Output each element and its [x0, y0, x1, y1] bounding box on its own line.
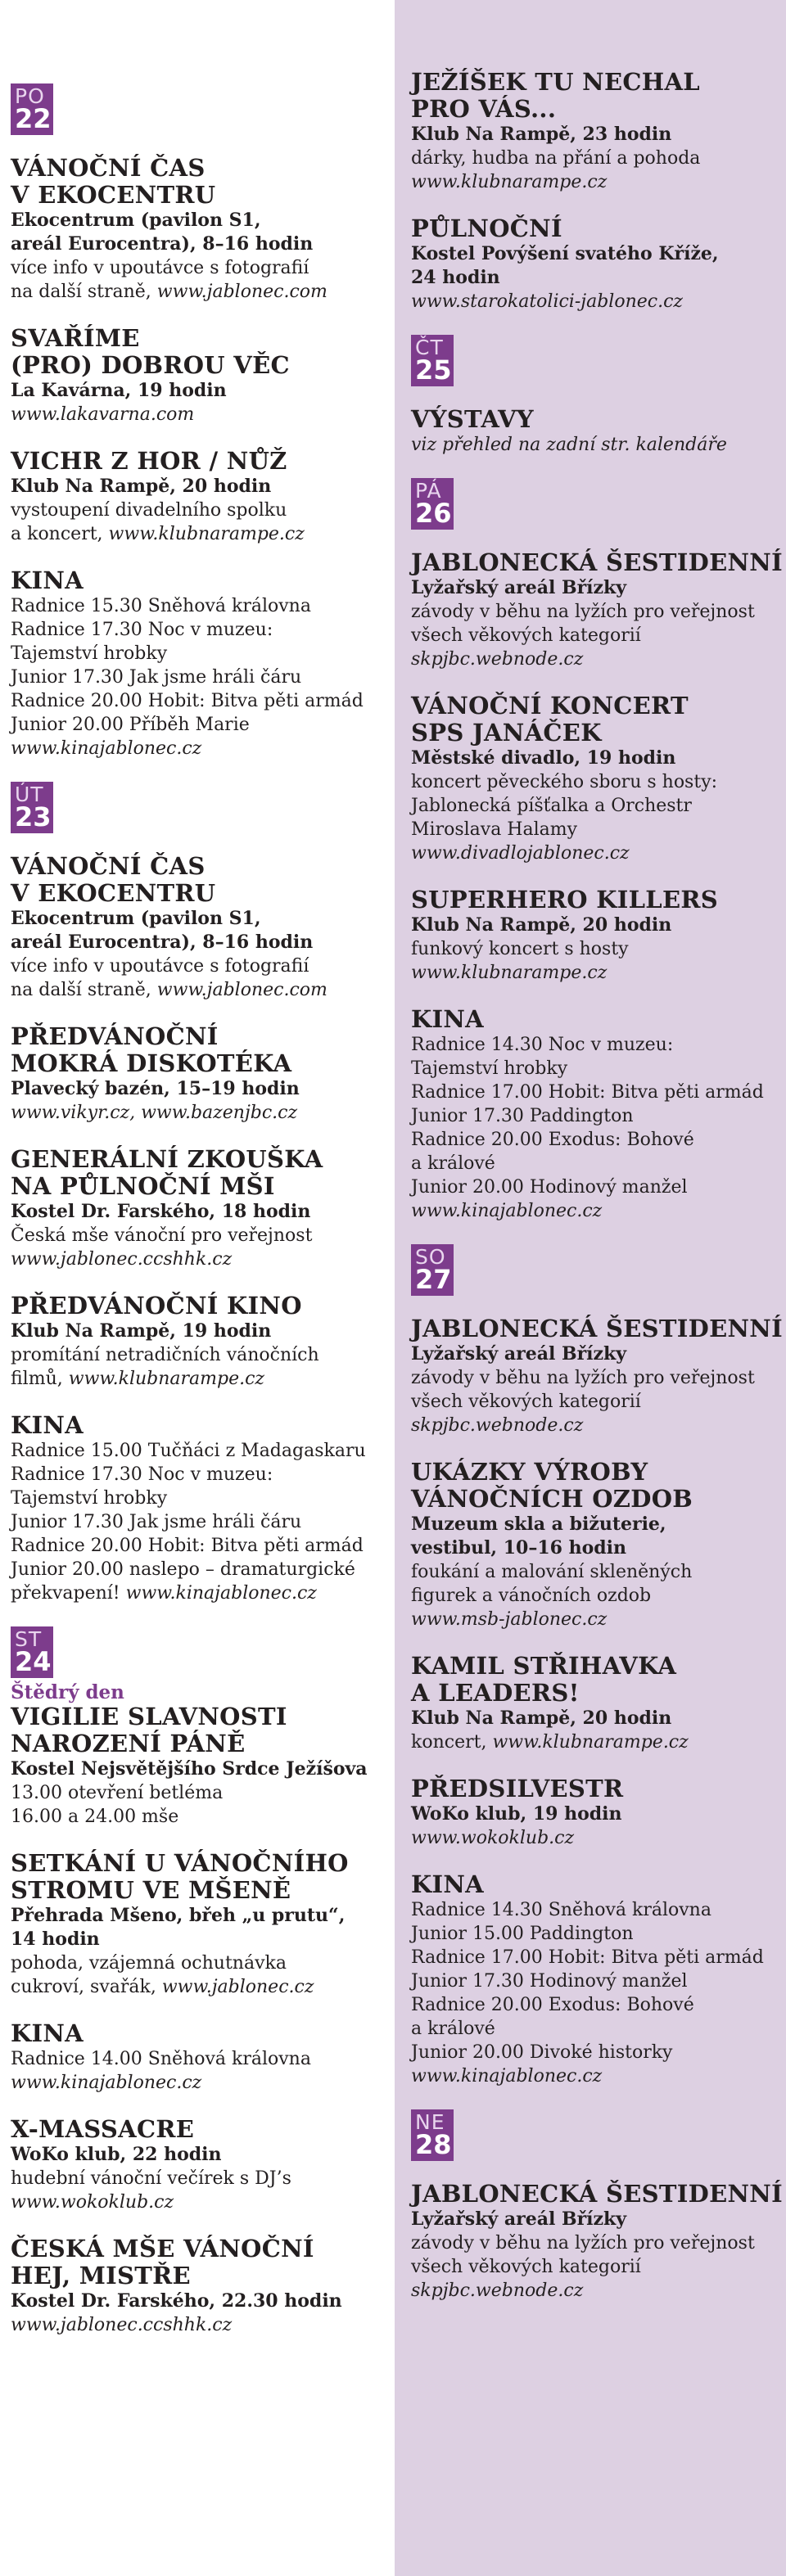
event-description: funkový koncert s hosty — [411, 939, 629, 959]
event-description: více info v upoutávce s fotografií — [11, 258, 309, 278]
event-note: viz přehled na zadní str. kalendáře — [411, 435, 727, 455]
screening: Radnice 20.00 Hobit: Bitva pěti armád — [11, 1536, 364, 1556]
event-venue: Lyžařský areál Břízky — [411, 577, 627, 598]
event-sestidenni — [411, 1315, 783, 1437]
event-link[interactable]: www.kinajablonec.cz — [411, 2066, 603, 2087]
screening: překvapení! www.kinajablonec.cz — [11, 1583, 317, 1604]
event-title: KAMIL STŘIHAVKA A LEADERS! — [411, 1652, 677, 1707]
event-link[interactable]: www.klubnarampe.cz — [108, 524, 305, 544]
screening: Radnice 15.30 Sněhová královna — [11, 596, 311, 616]
event-pulnocni — [411, 215, 783, 314]
day-badge-22 — [11, 83, 53, 135]
event-description: na další straně, www.jablonec.com — [11, 282, 328, 302]
day-badge-25 — [411, 335, 454, 386]
event-link[interactable]: www.jablonec.com — [156, 980, 328, 1000]
event-venue: Klub Na Rampě, 23 hodin — [411, 124, 672, 145]
event-link[interactable]: www.klubnarampe.cz — [411, 172, 608, 192]
screening: Radnice 17.00 Hobit: Bitva pěti armád — [411, 1082, 764, 1103]
day-number: 28 — [415, 2129, 452, 2160]
event-title: KINA — [11, 1411, 84, 1439]
event-description: koncert, www.klubnarampe.cz — [411, 1732, 689, 1753]
screening: Junior 17.30 Jak jsme hráli čáru — [11, 1512, 302, 1532]
event-link[interactable]: www.msb-jablonec.cz — [411, 1609, 608, 1630]
event-kina-26 — [411, 1006, 783, 1223]
day-number: 22 — [15, 103, 52, 134]
event-link[interactable]: skpjbc.webnode.cz — [411, 2281, 584, 2301]
right-column — [395, 0, 786, 2576]
event-link[interactable]: www.jablonec.cz — [161, 1977, 314, 1997]
event-sestidenni — [411, 549, 783, 671]
event-title: PŘEDSILVESTR — [411, 1775, 624, 1802]
day-abbr: PÁ — [415, 479, 442, 503]
event-link[interactable]: www.wokoklub.cz — [11, 2192, 174, 2213]
event-title: SETKÁNÍ U VÁNOČNÍHO STROMU VE MŠENĚ — [11, 1849, 349, 1904]
event-venue: Plavecký bazén, 15–19 hodin — [11, 1078, 300, 1099]
event-title: KINA — [411, 1870, 484, 1898]
screening: Radnice 17.00 Hobit: Bitva pěti armád — [411, 1947, 764, 1968]
event-description: Jablonecká píšťalka a Orchestr — [411, 796, 692, 816]
event-title: PŘEDVÁNOČNÍ MOKRÁ DISKOTÉKA — [11, 1022, 292, 1077]
event-title: VÁNOČNÍ ČAS V EKOCENTRU — [11, 154, 216, 209]
event-venue: Kostel Dr. Farského, 22.30 hodin — [11, 2290, 342, 2312]
screening: Radnice 14.30 Noc v muzeu: — [411, 1035, 674, 1055]
screening: Junior 17.30 Paddington — [411, 1106, 634, 1126]
event-title: JEŽÍŠEK TU NECHAL PRO VÁS... — [411, 68, 700, 123]
event-description: všech věkových kategorií — [411, 2257, 641, 2277]
event-ekocentrum — [11, 853, 390, 1002]
day-badge-24 — [11, 1626, 53, 1678]
event-link[interactable]: www.jablonec.com — [156, 282, 328, 302]
event-venue: areál Eurocentra), 8–16 hodin — [11, 932, 314, 953]
event-predvanocni-kino — [11, 1293, 390, 1391]
event-description: všech věkových kategorií — [411, 625, 641, 646]
event-link[interactable]: www.kinajablonec.cz — [125, 1583, 317, 1604]
event-vanocni-koncert — [411, 692, 783, 865]
event-venue: Ekocentrum (pavilon S1, — [11, 210, 261, 231]
event-link[interactable]: www.klubnarampe.cz — [492, 1732, 689, 1753]
event-link[interactable]: www.lakavarna.com — [11, 404, 195, 425]
event-generalni-zkouska — [11, 1146, 390, 1271]
screening: a králové — [411, 1153, 495, 1174]
event-svarime — [11, 325, 390, 426]
event-title: VÁNOČNÍ ČAS V EKOCENTRU — [11, 852, 216, 907]
event-kina-27 — [411, 1871, 783, 2088]
event-link[interactable]: www.wokoklub.cz — [411, 1828, 575, 1848]
screening: Tajemství hrobky — [411, 1058, 568, 1079]
event-venue: 14 hodin — [11, 1929, 100, 1950]
event-venue: Klub Na Rampě, 20 hodin — [411, 1708, 672, 1729]
day-number: 27 — [415, 1264, 452, 1295]
event-title: GENERÁLNÍ ZKOUŠKA NA PŮLNOČNÍ MŠI — [11, 1145, 323, 1200]
event-setkani-msene — [11, 1850, 390, 1999]
event-venue: Lyžařský areál Břízky — [411, 2208, 627, 2230]
event-venue: WoKo klub, 19 hodin — [411, 1803, 622, 1825]
event-link[interactable]: www.klubnarampe.cz — [411, 963, 608, 983]
event-description: závody v běhu na lyžích pro veřejnost — [411, 2233, 755, 2253]
event-description: více info v upoutávce s fotografií — [11, 956, 309, 977]
day-abbr: ČT — [415, 336, 444, 359]
event-description: závody v běhu na lyžích pro veřejnost — [411, 1368, 755, 1388]
event-description: filmů, www.klubnarampe.cz — [11, 1369, 265, 1389]
event-venue: Klub Na Rampě, 20 hodin — [11, 476, 272, 497]
event-title: ČESKÁ MŠE VÁNOČNÍ HEJ, MISTŘE — [11, 2235, 314, 2290]
event-venue: WoKo klub, 22 hodin — [11, 2144, 222, 2165]
event-title: JABLONECKÁ ŠESTIDENNÍ — [411, 2180, 783, 2208]
event-title: KINA — [411, 1005, 484, 1033]
event-title: KINA — [11, 566, 84, 594]
event-link[interactable]: www.kinajablonec.cz — [11, 738, 202, 759]
event-venue: Kostel Povýšení svatého Kříže, — [411, 243, 719, 264]
event-description: 16.00 a 24.00 mše — [11, 1807, 179, 1827]
event-kina-22 — [11, 567, 390, 760]
event-venue: Muzeum skla a bižuterie, — [411, 1514, 666, 1535]
day-badge-26 — [411, 478, 454, 530]
event-vigilie — [11, 1681, 390, 1829]
day-badge-28 — [411, 2109, 454, 2161]
day-number: 26 — [415, 498, 452, 529]
day-abbr: SO — [415, 1245, 446, 1269]
event-venue: Lyžařský areál Břízky — [411, 1343, 627, 1365]
event-description: cukroví, svařák, www.jablonec.cz — [11, 1977, 314, 1997]
event-title: VÝSTAVY — [411, 405, 534, 433]
event-venue: La Kavárna, 19 hodin — [11, 380, 227, 401]
event-title: UKÁZKY VÝROBY VÁNOČNÍCH OZDOB — [411, 1458, 693, 1513]
screening: Radnice 17.30 Noc v muzeu: — [11, 1464, 273, 1485]
event-venue: Přehrada Mšeno, břeh „u prutu“, — [11, 1905, 346, 1926]
event-description: pohoda, vzájemná ochutnávka — [11, 1953, 287, 1974]
day-badge-23 — [11, 782, 53, 833]
screening: Radnice 20.00 Exodus: Bohové — [411, 1130, 694, 1150]
day-number: 23 — [15, 801, 52, 832]
event-title: SUPERHERO KILLERS — [411, 886, 719, 914]
event-title: VIGILIE SLAVNOSTI NAROZENÍ PÁNĚ — [11, 1703, 287, 1757]
event-vichr-z-hor — [11, 448, 390, 546]
day-abbr: PO — [15, 84, 45, 108]
screening: Junior 17.30 Jak jsme hráli čáru — [11, 667, 302, 688]
event-description: figurek a vánočních ozdob — [411, 1586, 652, 1606]
event-venue: Klub Na Rampě, 19 hodin — [11, 1320, 272, 1342]
event-link[interactable]: www.divadlojablonec.cz — [411, 843, 630, 864]
event-superhero-killers — [411, 886, 783, 985]
event-link[interactable]: www.kinajablonec.cz — [411, 1201, 603, 1221]
day-number: 25 — [415, 354, 452, 386]
event-x-massacre — [11, 2116, 390, 2214]
event-venue: Klub Na Rampě, 20 hodin — [411, 914, 672, 936]
event-link[interactable]: www.jablonec.ccshhk.cz — [11, 1249, 233, 1270]
event-description: všech věkových kategorií — [411, 1392, 641, 1412]
event-link[interactable]: www.klubnarampe.cz — [68, 1369, 265, 1389]
event-description: dárky, hudba na přání a pohoda — [411, 148, 701, 169]
day-number: 24 — [15, 1646, 52, 1677]
event-description: na další straně, www.jablonec.com — [11, 980, 328, 1000]
event-kicker: Štědrý den — [11, 1681, 124, 1703]
event-venue: 24 hodin — [411, 267, 500, 288]
event-venue: vestibul, 10–16 hodin — [411, 1537, 627, 1559]
screening: Junior 17.30 Hodinový manžel — [411, 1971, 688, 1992]
event-description: vystoupení divadelního spolku — [11, 500, 287, 521]
event-ceska-mse — [11, 2235, 390, 2337]
screening: Radnice 14.00 Sněhová královna — [11, 2049, 311, 2069]
screening: Junior 20.00 Hodinový manžel — [411, 1177, 688, 1198]
event-description: Česká mše vánoční pro veřejnost — [11, 1225, 313, 1246]
event-title: PŘEDVÁNOČNÍ KINO — [11, 1292, 302, 1320]
event-description: 13.00 otevření betléma — [11, 1783, 224, 1803]
screening: Junior 20.00 Divoké historky — [411, 2042, 673, 2063]
screening: Radnice 20.00 Exodus: Bohové — [411, 1995, 694, 2015]
screening: Junior 20.00 naslepo – dramaturgické — [11, 1559, 355, 1580]
event-venue: areál Eurocentra), 8–16 hodin — [11, 233, 314, 255]
day-abbr: ÚT — [15, 783, 44, 806]
event-title: VÁNOČNÍ KONCERT SPS JANÁČEK — [411, 692, 689, 747]
event-title: X-MASSACRE — [11, 2115, 195, 2143]
event-kina-24 — [11, 2020, 390, 2095]
screening: Radnice 14.30 Sněhová královna — [411, 1900, 711, 1920]
day-abbr: ST — [15, 1627, 43, 1651]
event-venue: Ekocentrum (pavilon S1, — [11, 908, 261, 929]
event-kamil-strihavka — [411, 1653, 783, 1754]
event-link[interactable]: www.jablonec.ccshhk.cz — [11, 2315, 233, 2335]
event-kina-23 — [11, 1412, 390, 1605]
event-title: VICHR Z HOR / NŮŽ — [11, 447, 287, 475]
screening: Tajemství hrobky — [11, 643, 168, 664]
event-description: a koncert, www.klubnarampe.cz — [11, 524, 305, 544]
event-vystavy — [411, 406, 783, 457]
event-venue: Kostel Dr. Farského, 18 hodin — [11, 1201, 311, 1222]
screening: Tajemství hrobky — [11, 1488, 168, 1509]
event-description: promítání netradičních vánočních — [11, 1345, 319, 1365]
event-title: SVAŘÍME (PRO) DOBROU VĚC — [11, 324, 290, 379]
event-jezisek — [411, 69, 783, 194]
event-description: hudební vánoční večírek s DJ’s — [11, 2168, 291, 2189]
event-venue: Městské divadlo, 19 hodin — [411, 747, 676, 769]
screening: Junior 15.00 Paddington — [411, 1924, 634, 1944]
event-description: závody v běhu na lyžích pro veřejnost — [411, 602, 755, 622]
screening: Radnice 20.00 Hobit: Bitva pěti armád — [11, 691, 364, 711]
event-link[interactable]: www.kinajablonec.cz — [11, 2073, 202, 2093]
screening: Radnice 15.00 Tučňáci z Madagaskaru — [11, 1441, 366, 1461]
event-description: Miroslava Halamy — [411, 819, 578, 840]
event-link[interactable]: www.vikyr.cz, www.bazenjbc.cz — [11, 1103, 298, 1123]
event-title: KINA — [11, 2019, 84, 2047]
event-link[interactable]: skpjbc.webnode.cz — [411, 1415, 584, 1436]
event-link[interactable]: skpjbc.webnode.cz — [411, 649, 584, 670]
screening: Junior 20.00 Příběh Marie — [11, 715, 250, 735]
day-abbr: NE — [415, 2110, 445, 2134]
event-title: JABLONECKÁ ŠESTIDENNÍ — [411, 548, 783, 576]
event-predsilvestr — [411, 1775, 783, 1850]
event-venue: Kostel Nejsvětějšího Srdce Ježíšova — [11, 1758, 368, 1780]
event-link[interactable]: www.starokatolici-jablonec.cz — [411, 291, 683, 312]
event-description: foukání a malování skleněných — [411, 1562, 693, 1582]
event-title: PŮLNOČNÍ — [411, 214, 562, 242]
event-ekocentrum — [11, 155, 390, 304]
event-description: koncert pěveckého sboru s hosty: — [411, 772, 718, 792]
day-badge-27 — [411, 1244, 454, 1296]
event-mokra-diskoteka — [11, 1023, 390, 1125]
screening: Radnice 17.30 Noc v muzeu: — [11, 620, 273, 640]
event-title: JABLONECKÁ ŠESTIDENNÍ — [411, 1315, 783, 1342]
event-ukazky-vyroby — [411, 1459, 783, 1631]
event-sestidenni — [411, 2181, 783, 2303]
screening: a králové — [411, 2019, 495, 2039]
